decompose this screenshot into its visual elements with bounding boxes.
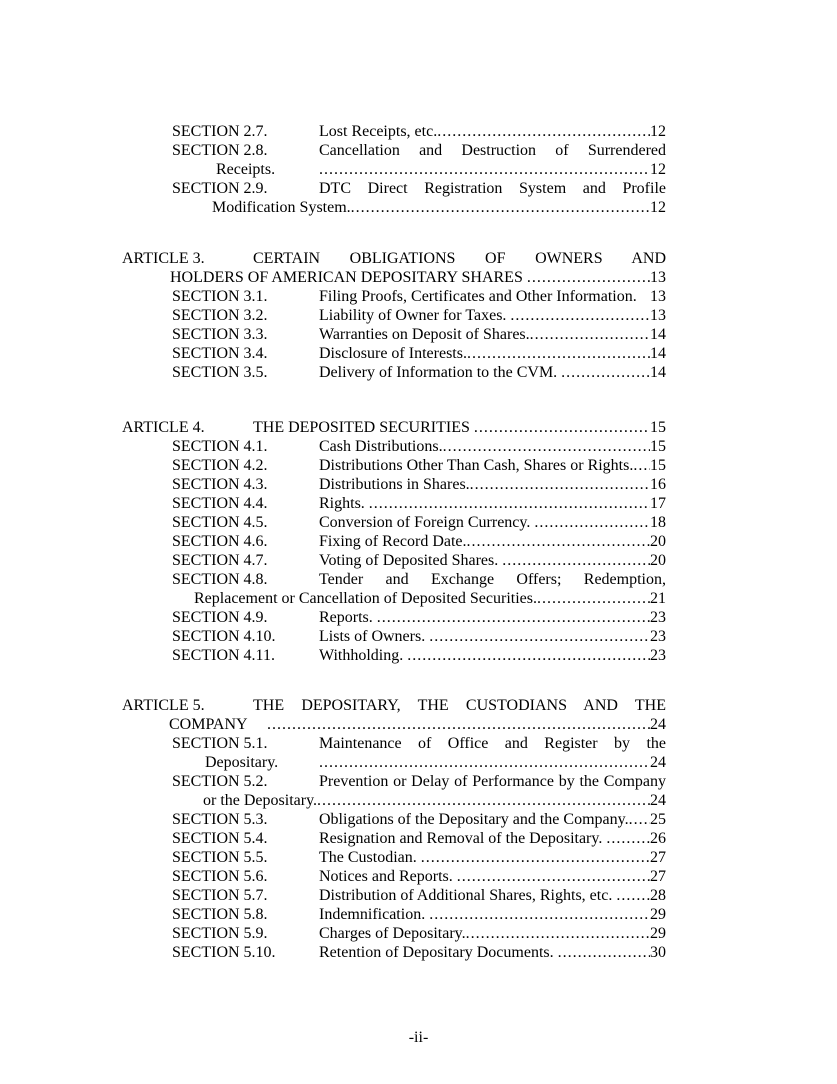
dot-leader [351, 198, 650, 217]
toc-row [122, 325, 666, 344]
entry-title: Tender and Exchange Offers; Redemption, [319, 571, 666, 588]
entry-title: Withholding. [319, 647, 408, 664]
dot-leader [443, 437, 650, 456]
entry-title: Prevention or Delay of Performance by the Company [319, 773, 666, 790]
section-label: SECTION 4.2. [172, 457, 268, 474]
page-number: 12 [650, 161, 666, 178]
section-label: SECTION 4.11. [172, 647, 275, 664]
page-footer: -ii- [408, 1029, 429, 1046]
dot-leader [429, 905, 650, 924]
toc-row [122, 268, 666, 287]
entry-title: Distribution of Additional Shares, Rights, etc. [319, 887, 617, 904]
entry-title: Cancellation and Destruction of Surrendered [319, 142, 666, 159]
page-number: 20 [650, 533, 666, 550]
article-label: ARTICLE 5. [122, 697, 205, 714]
toc-row [122, 734, 666, 753]
dot-leader [534, 513, 650, 532]
dot-leader [474, 418, 650, 437]
toc-row [122, 772, 666, 791]
page-number: 27 [650, 868, 666, 885]
section-label: SECTION 4.3. [172, 476, 268, 493]
page-number: 30 [650, 944, 666, 961]
section-label: SECTION 5.8. [172, 906, 268, 923]
page-number: 15 [650, 419, 666, 436]
entry-title: Lists of Owners. [319, 628, 430, 645]
section-label: SECTION 4.7. [172, 552, 268, 569]
section-label: SECTION 3.4. [172, 345, 268, 362]
section-label: SECTION 4.6. [172, 533, 268, 550]
dot-leader [510, 306, 650, 325]
section-label: SECTION 3.2. [172, 307, 268, 324]
page-number: 14 [650, 364, 666, 381]
article-label: ARTICLE 3. [122, 250, 205, 267]
section-label: SECTION 5.10. [172, 944, 276, 961]
toc-row [122, 418, 666, 437]
section-label: SECTION 5.3. [172, 811, 268, 828]
dot-leader [527, 268, 650, 287]
toc-row [122, 198, 666, 217]
section-label: SECTION 4.10. [172, 628, 276, 645]
section-label: SECTION 4.5. [172, 514, 268, 531]
page-number: 17 [650, 495, 666, 512]
toc-row [122, 287, 666, 306]
section-label: SECTION 5.6. [172, 868, 268, 885]
entry-title: Maintenance of Office and Register by the [319, 735, 666, 752]
dot-leader [319, 753, 650, 772]
section-label: SECTION 4.8. [172, 571, 268, 588]
toc-row [122, 589, 666, 608]
toc-row [122, 551, 666, 570]
entry-title: Filing Proofs, Certificates and Other Information. [319, 288, 637, 305]
page-number: 16 [650, 476, 666, 493]
toc-row [122, 344, 666, 363]
entry-title: Resignation and Removal of the Depositary. [319, 830, 607, 847]
entry-title: Lost Receipts, etc. [319, 123, 438, 140]
section-label: SECTION 4.4. [172, 495, 268, 512]
entry-title: Delivery of Information to the CVM. [319, 364, 562, 381]
entry-title: Warranties on Deposit of Shares. [319, 326, 530, 343]
section-label: SECTION 4.9. [172, 609, 268, 626]
entry-title: Liability of Owner for Taxes. [319, 307, 511, 324]
page-number: 25 [650, 811, 666, 828]
toc-row [122, 791, 666, 810]
toc-row [122, 306, 666, 325]
toc-row [122, 532, 666, 551]
entry-title: CERTAIN OBLIGATIONS OF OWNERS AND [253, 250, 666, 267]
page-number: 18 [650, 514, 666, 531]
page-number: 13 [650, 288, 666, 305]
toc-row [122, 608, 666, 627]
dot-leader [537, 589, 650, 608]
toc-block-article-2-sections [122, 122, 666, 217]
toc-row [122, 696, 666, 715]
page-number: 14 [650, 345, 666, 362]
dot-leader [629, 810, 650, 829]
toc-block-article-3 [122, 249, 666, 382]
toc-row [122, 160, 666, 179]
dot-leader [558, 943, 650, 962]
toc-row [122, 867, 666, 886]
toc-row [122, 513, 666, 532]
toc-row [122, 848, 666, 867]
page-number: 28 [650, 887, 666, 904]
page-number: 20 [650, 552, 666, 569]
entry-title: DTC Direct Registration System and Profile [319, 180, 666, 197]
dot-leader [466, 924, 650, 943]
dot-leader [457, 867, 650, 886]
toc-row [122, 249, 666, 268]
section-label: SECTION 3.1. [172, 288, 268, 305]
entry-title: Notices and Reports. [319, 868, 457, 885]
toc-row [122, 475, 666, 494]
section-label: SECTION 2.8. [172, 142, 268, 159]
dot-leader [467, 344, 650, 363]
page-number: 15 [650, 438, 666, 455]
page-number: 13 [650, 269, 666, 286]
page-number: 29 [650, 925, 666, 942]
dot-leader [421, 848, 650, 867]
toc-row [122, 570, 666, 589]
entry-title: Fixing of Record Date. [319, 533, 467, 550]
toc-row [122, 829, 666, 848]
toc-row [122, 456, 666, 475]
dot-leader [429, 627, 650, 646]
entry-title: Replacement or Cancellation of Deposited Securities. [194, 590, 537, 607]
toc-block-article-5 [122, 696, 666, 962]
section-label: SECTION 2.9. [172, 180, 268, 197]
entry-title: Disclosure of Interests. [319, 345, 467, 362]
dot-leader [467, 532, 650, 551]
entry-title: Obligations of the Depositary and the Company. [319, 811, 629, 828]
article-label: ARTICLE 4. [122, 419, 205, 436]
page-number: 26 [650, 830, 666, 847]
toc-row [122, 179, 666, 198]
toc-row [122, 886, 666, 905]
entry-title: Retention of Depositary Documents. [319, 944, 558, 961]
page-number: 13 [650, 307, 666, 324]
toc-row [122, 810, 666, 829]
entry-title: Indemnification. [319, 906, 430, 923]
toc-row [122, 924, 666, 943]
dot-leader [369, 494, 650, 513]
page-number: 24 [650, 754, 666, 771]
entry-title: Cash Distributions. [319, 438, 443, 455]
dot-leader [616, 886, 650, 905]
entry-title: THE DEPOSITED SECURITIES [253, 419, 474, 436]
entry-title: Depositary. [205, 754, 279, 771]
dot-leader [317, 791, 650, 810]
entry-title: Modification System. [212, 199, 351, 216]
entry-title: COMPANY [169, 716, 248, 733]
entry-title: Reports. [319, 609, 377, 626]
dot-leader [606, 829, 650, 848]
dot-leader [633, 456, 650, 475]
entry-title: Receipts. [216, 161, 276, 178]
dot-leader [502, 551, 650, 570]
page-number: 14 [650, 326, 666, 343]
toc-row [122, 363, 666, 382]
toc-row [122, 715, 666, 734]
section-label: SECTION 5.4. [172, 830, 268, 847]
section-label: SECTION 5.7. [172, 887, 268, 904]
page-number: 15 [650, 457, 666, 474]
page-number: 23 [650, 609, 666, 626]
toc-row [122, 753, 666, 772]
section-label: SECTION 2.7. [172, 123, 268, 140]
section-label: SECTION 5.5. [172, 849, 268, 866]
entry-title: Charges of Depositary. [319, 925, 466, 942]
page-number: 12 [650, 199, 666, 216]
entry-title: or the Depositary. [203, 792, 318, 809]
entry-title: Distributions in Shares. [319, 476, 470, 493]
section-label: SECTION 3.5. [172, 364, 268, 381]
section-label: SECTION 3.3. [172, 326, 268, 343]
dot-leader [437, 122, 650, 141]
page-number: 24 [650, 792, 666, 809]
dot-leader [470, 475, 650, 494]
page-number: 24 [650, 716, 666, 733]
entry-title: Conversion of Foreign Currency. [319, 514, 535, 531]
entry-title: Rights. [319, 495, 369, 512]
section-label: SECTION 4.1. [172, 438, 268, 455]
page-number: 27 [650, 849, 666, 866]
toc-row [122, 943, 666, 962]
toc-row [122, 141, 666, 160]
toc-row [122, 646, 666, 665]
toc-block-article-4 [122, 418, 666, 665]
dot-leader [377, 608, 650, 627]
entry-title: THE DEPOSITARY, THE CUSTODIANS AND THE [253, 697, 666, 714]
toc-row [122, 437, 666, 456]
page-number: 29 [650, 906, 666, 923]
dot-leader [530, 325, 650, 344]
toc-row [122, 905, 666, 924]
page-number: 23 [650, 628, 666, 645]
dot-leader [267, 715, 650, 734]
entry-title: Voting of Deposited Shares. [319, 552, 503, 569]
dot-leader [407, 646, 650, 665]
toc-row [122, 122, 666, 141]
page-number: 23 [650, 647, 666, 664]
page-number: 12 [650, 123, 666, 140]
section-label: SECTION 5.2. [172, 773, 268, 790]
section-label: SECTION 5.1. [172, 735, 268, 752]
entry-title: The Custodian. [319, 849, 421, 866]
page-number: 21 [650, 590, 666, 607]
dot-leader [561, 363, 650, 382]
toc-row [122, 494, 666, 513]
section-label: SECTION 5.9. [172, 925, 268, 942]
dot-leader [319, 160, 650, 179]
entry-title: Distributions Other Than Cash, Shares or Rights. [319, 457, 634, 474]
entry-title: HOLDERS OF AMERICAN DEPOSITARY SHARES [170, 269, 527, 286]
toc-row [122, 627, 666, 646]
